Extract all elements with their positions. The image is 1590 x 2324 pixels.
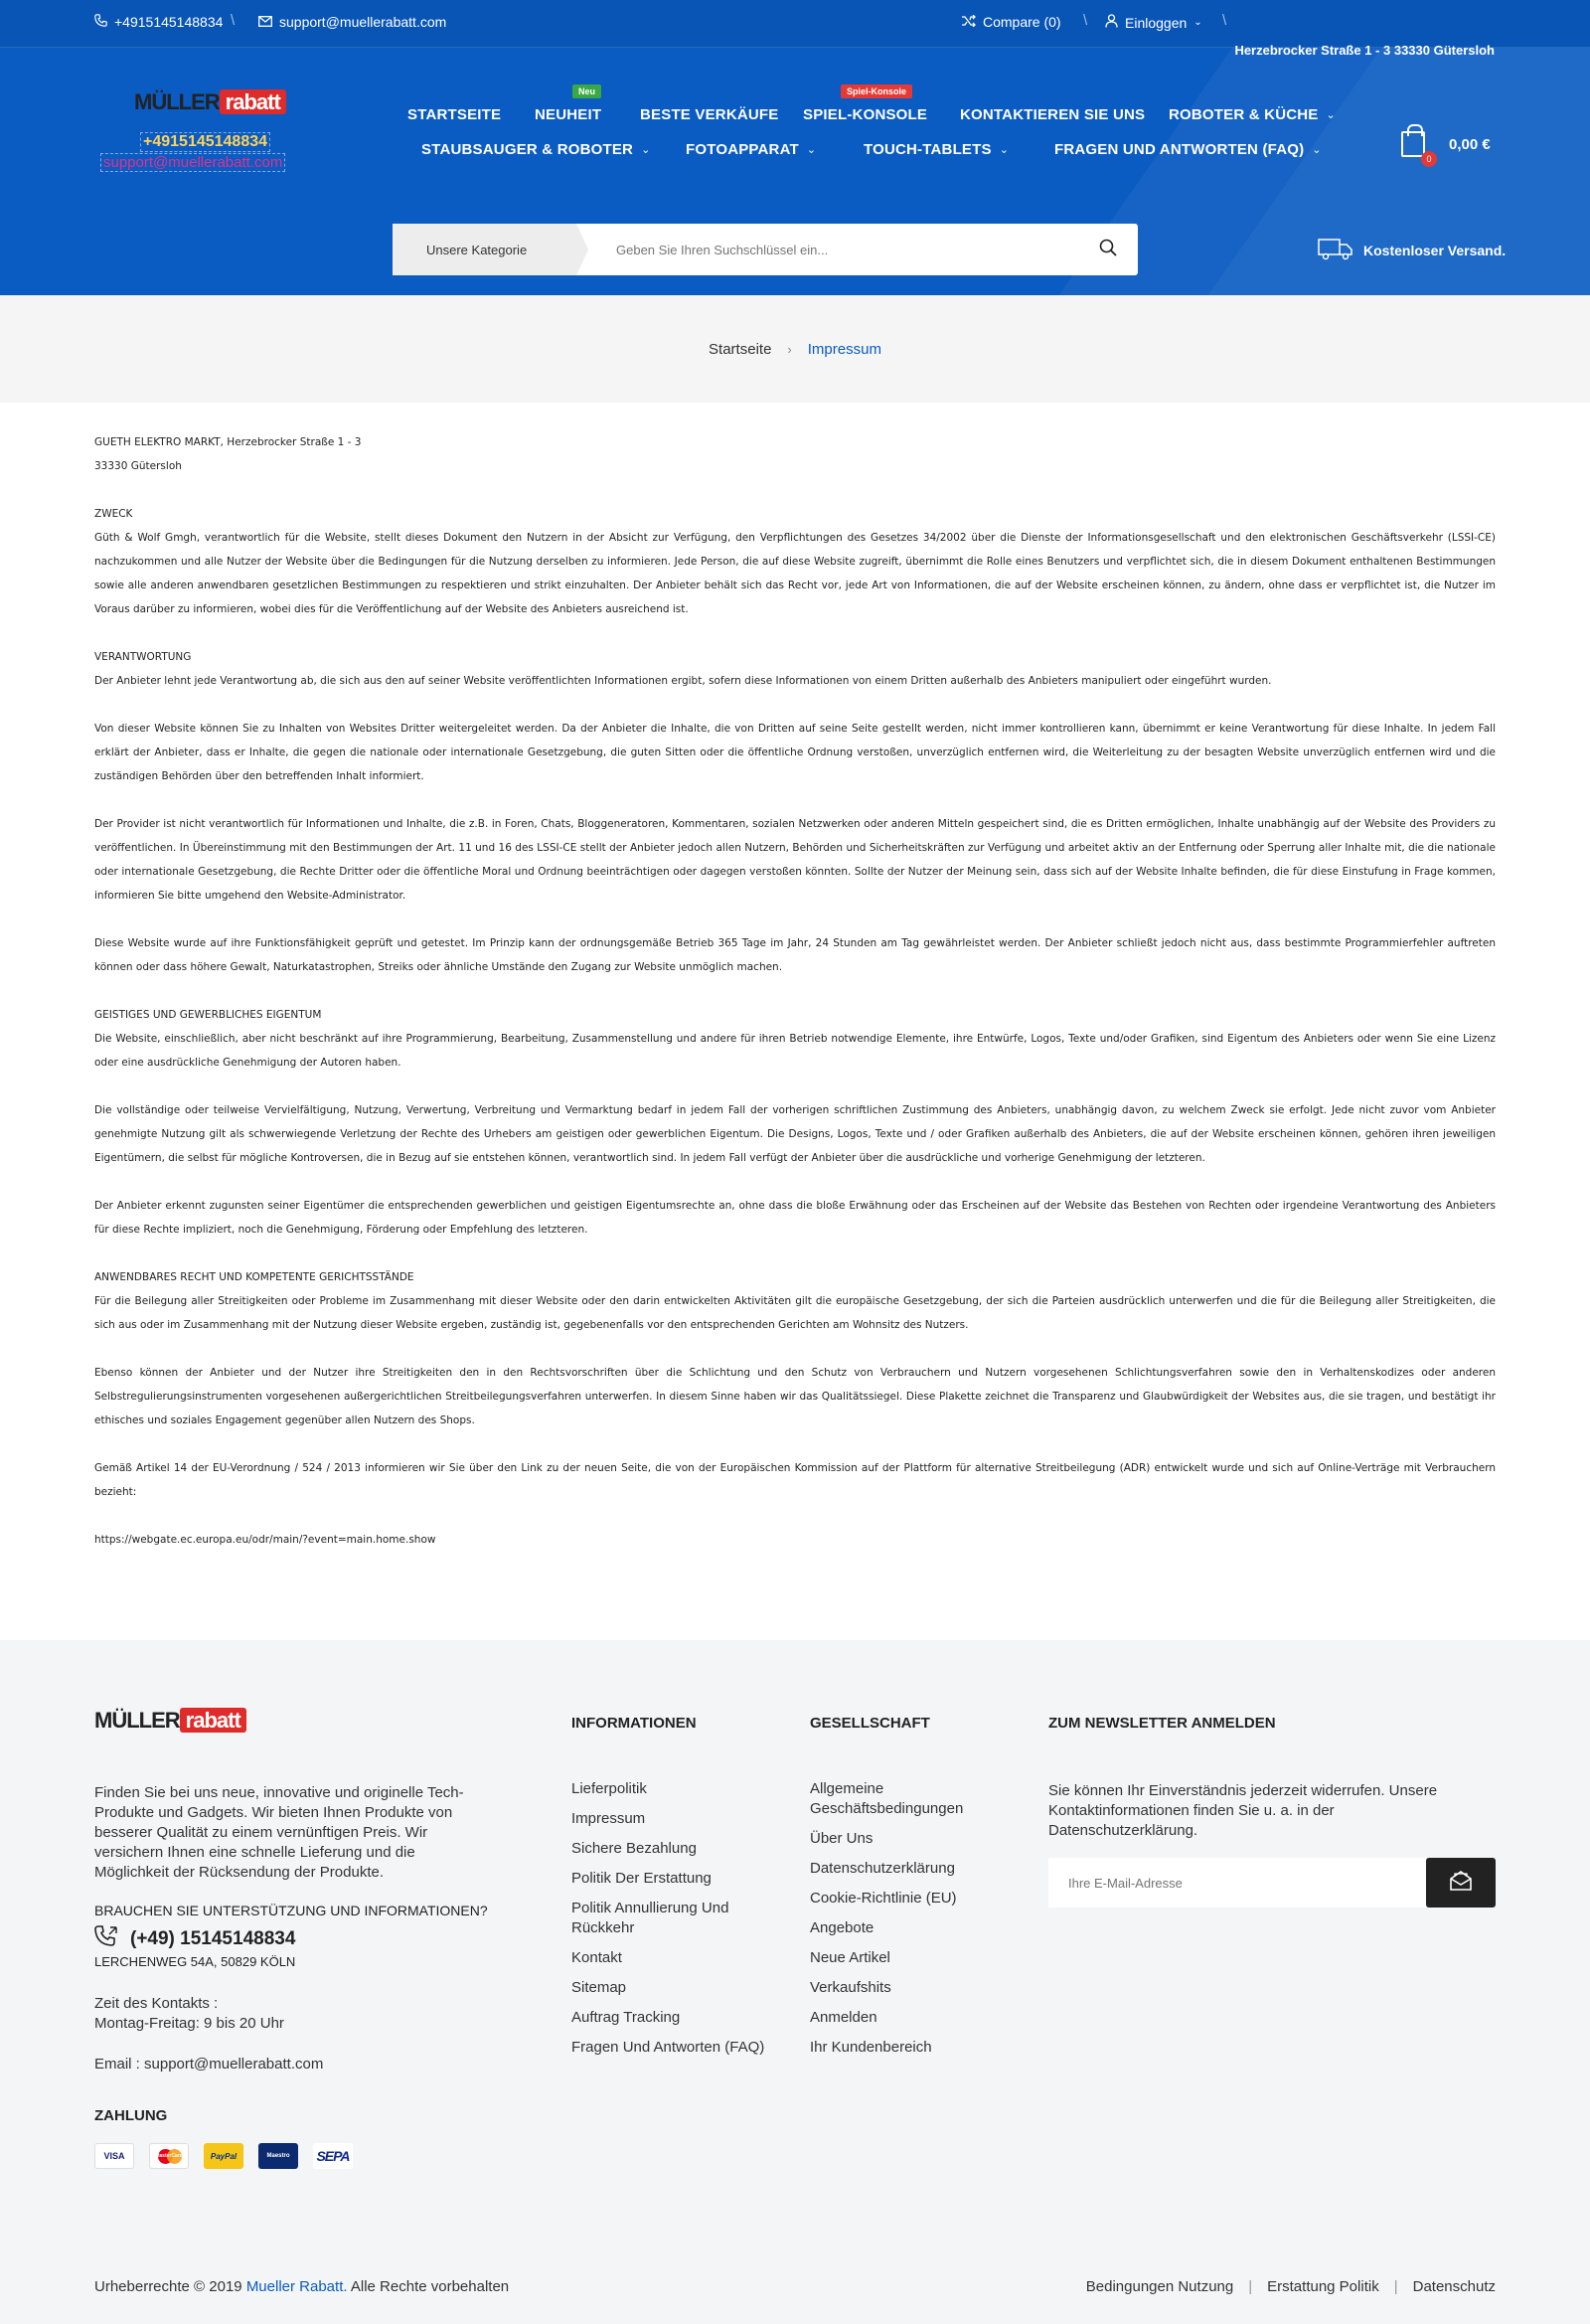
topbar-phone[interactable]	[94, 14, 223, 30]
chevron-right-icon: ›	[787, 341, 792, 357]
legal-links	[1071, 2278, 1496, 2295]
footer-email[interactable]: Email : support@muellerabatt.com	[94, 2056, 324, 2073]
topbar-divider: \	[1222, 12, 1227, 29]
footer-info-heading: INFORMATIONEN	[571, 1715, 697, 1732]
nav-startseite[interactable]: STARTSEITE	[407, 106, 502, 123]
paragraph: Für die Beilegung aller Streitigkeiten oder Probleme im Zusammenhang mit dieser Website oder den darin entwickelten Aktivitäten gilt die europäische Gesetzgebung, der sich die Parteien ausdrücklich unterwerfen und die für die Beilegung aller Streitigkeiten, die sich aus oder im Zusammenhang mit der Nutzung dieser Website ergeben, zuständig ist, gegebenenfalls vor den entsprechenden Gerichten am Wohnsitz des Nutzers.	[94, 1295, 1496, 1331]
paragraph: Diese Website wurde auf ihre Funktionsfähigkeit geprüft und getestet. Im Prinzip kann der ordnungsgemäße Betrieb 365 Tage im Jahr, 24 Stunden am Tag gewährleistet werden. Der Anbieter schließt jedoch nicht aus, dass bestimmte Programmierfehler auftreten können oder dass höhere Gewalt, Naturkatastrophen, Streiks oder ähnliche Umstände den Zugang zur Website unmöglich machen.	[94, 937, 1496, 973]
footer-link-sitemap[interactable]: Sitemap	[571, 1979, 627, 1996]
badge-new: Neu	[572, 84, 601, 98]
cart-total: 0,00 €	[1449, 135, 1491, 153]
logo-phone: +4915145148834	[140, 132, 270, 152]
topbar-email-text: support@muellerabatt.com	[279, 14, 447, 30]
footer-link-erstattung[interactable]: Politik Der Erstattung	[571, 1870, 712, 1887]
footer-phone-number: (+49) 15145148834	[130, 1928, 296, 1949]
compare-label: Compare (0)	[983, 14, 1061, 30]
chevron-down-icon: ⌄	[806, 144, 817, 156]
footer-link-neue-artikel[interactable]: Neue Artikel	[810, 1949, 890, 1966]
legal-link-erstattung[interactable]: Erstattung Politik	[1267, 2278, 1379, 2295]
footer-link-sichere-bezahlung[interactable]: Sichere Bezahlung	[571, 1840, 697, 1857]
top-bar	[0, 0, 1590, 48]
site-footer	[0, 1640, 1590, 2324]
nav-faq[interactable]: FRAGEN UND ANTWORTEN (FAQ) ⌄	[1054, 141, 1322, 158]
paragraph: Von dieser Website können Sie zu Inhalten von Websites Dritter weitergeleitet werden. Da der Anbieter die Inhalte, die von Dritten auf seine Seite gestellt werden, nicht immer kontrollieren kann, übernimmt er keine Verantwortung für diese Inhalte. In jedem Fall erklärt der Anbieter, dass er Inhalte, die gegen die nationale oder internationale Gesetzgebung, die guten Sitten oder die öffentliche Ordnung verstoßen, unverzüglich entfernen wird, die Weiterleitung zu der besagten Website unverzüglich entfernen wird und die zuständigen Behörden über den betreffenden Inhalt informiert.	[94, 723, 1496, 782]
cart-count: 0	[1421, 151, 1437, 167]
footer-bottom-bar	[0, 2264, 1590, 2324]
site-logo[interactable]	[94, 78, 313, 177]
nav-beste-verkaeufe[interactable]: BESTE VERKÄUFE	[640, 106, 779, 123]
divider: |	[1393, 2278, 1398, 2295]
paypal-icon: PayPal	[204, 2143, 243, 2169]
breadcrumb	[0, 295, 1590, 403]
site-header	[0, 0, 1590, 295]
paragraph: Die vollständige oder teilweise Vervielfältigung, Nutzung, Verwertung, Verbreitung und Vermarktung bedarf in jedem Fall der vorherigen schriftlichen Zustimmung des Anbieters, unabhängig davon, zu welchem Zweck sie erfolgt. Jede nicht zuvor vom Anbieter genehmigte Nutzung gilt als schwerwiegende Verletzung der Rechte des Urhebers am geistigen oder gewerblichen Eigentum. Die Designs, Logos, Texte und / oder Grafiken außerhalb des Anbieters, die auf der Website erscheinen können, gehören ihren jeweiligen Eigentümern, die selbst für mögliche Kontroversen, die in Bezug auf sie entstehen können, verantwortlich sind. In jedem Fall verfügt der Anbieter über die ausdrückliche und vorherige Genehmigung der letzteren.	[94, 1104, 1496, 1164]
footer-help-heading: BRAUCHEN SIE UNTERSTÜTZUNG UND INFORMATIONEN?	[94, 1903, 488, 1918]
paragraph: Der Provider ist nicht verantwortlich für Informationen und Inhalte, die z.B. in Foren, Chats, Bloggeneratoren, Kommentaren, sozialen Netzwerken oder anderen Mitteln gespeichert sind, die es Dritten ermöglichen, Inhalte unabhängig auf der Website des Providers zu veröffentlichen. In Übereinstimmung mit den Bestimmungen der Art. 11 und 16 des LSSI-CE stellt der Anbieter jedoch allen Nutzern, Behörden und Sicherheitskräften zur Verfügung und arbeitet aktiv an der Entfernung oder Sperrung aller Inhalte mit, die die nationale oder internationale Gesetzgebung, die Rechte Dritter oder die öffentliche Moral und Ordnung beeinträchtigen oder dagegen verstoßen könnten. Sollte der Nutzer der Meinung sein, dass sich auf der Website Inhalte befinden, die für diese Einstufung in Frage kommen, informieren Sie bitte umgehend den Website-Administrator.	[94, 818, 1496, 902]
paragraph: Ebenso können der Anbieter und der Nutzer ihre Streitigkeiten den in den Rechtsvorschriften über die Schlichtung und den Schutz von Verbrauchern und Nutzern vorgesehenen Schlichtungsverfahren sowie den in Verhaltenskodizes oder anderen Selbstregulierungsinstrumenten vorgesehenen außergerichtlichen Streitbeilegungsverfahren unterwerfen. In diesem Sinne haben wir das Qualitätssiegel. Diese Plakette zeichnet die Transparenz und Glaubwürdigkeit der Websites aus, die sie tragen, und bestätigt ihr ethisches und soziales Engagement gegenüber allen Nutzern des Shops.	[94, 1367, 1496, 1426]
paragraph: Güth & Wolf Gmgh, verantwortlich für die Website, stellt dieses Dokument den Nutzern in der Absicht zur Verfügung, den Verpflichtungen des Gesetzes 34/2002 über die Dienste der Informationsgesellschaft und den elektronischen Geschäftsverkehr (LSSI-CE) nachzukommen und alle Nutzer der Website über die Bedingungen für die Nutzung derselben zu informieren. Jede Person, die auf diese Website zugreift, übernimmt die Rolle eines Benutzers und verpflichtet sich, die in diesem Dokument enthaltenen Bestimmungen sowie alle anderen anwendbaren gesetzlichen Bestimmungen zu respektieren und strikt einzuhalten. Der Anbieter behält sich das Recht vor, jede Art von Informationen, die auf der Website erscheinen können, zu ändern, ohne dass er verpflichtet ist, die Nutzer im Voraus darüber zu informieren, wobei dies für die Veröffentlichung auf der Website des Anbieters ausreichend ist.	[94, 532, 1496, 615]
nav-fotoapparat[interactable]: FOTOAPPARAT ⌄	[686, 141, 817, 158]
compare-link[interactable]	[962, 14, 1061, 30]
section-heading: ANWENDBARES RECHT UND KOMPETENTE GERICHTSSTÄNDE	[94, 1271, 414, 1283]
store-address: Herzebrocker Straße 1 - 3 33330 Gütersloh	[1234, 43, 1495, 58]
phone-icon	[94, 14, 107, 30]
footer-link-annullierung[interactable]: Politik Annullierung Und Rückkehr	[571, 1900, 729, 1936]
visa-icon: VISA	[94, 2143, 134, 2169]
user-icon	[1105, 14, 1118, 31]
payment-methods	[94, 2143, 353, 2169]
login-label: Einloggen	[1125, 14, 1188, 31]
section-heading: ZWECK	[94, 508, 133, 520]
legal-link-nutzung[interactable]: Bedingungen Nutzung	[1085, 2278, 1234, 2295]
breadcrumb-home[interactable]: Startseite	[709, 340, 772, 358]
footer-link-kontakt[interactable]: Kontakt	[571, 1949, 622, 1966]
footer-phone[interactable]	[94, 1925, 295, 1953]
footer-link-anmelden[interactable]: Anmelden	[810, 2009, 877, 2026]
odr-link[interactable]: https://webgate.ec.europa.eu/odr/main/?event=main.home.show	[94, 1534, 436, 1546]
search-icon	[1099, 239, 1117, 261]
section-heading: GEISTIGES UND GEWERBLICHES EIGENTUM	[94, 1009, 322, 1021]
topbar-phone-text: +4915145148834	[114, 14, 224, 30]
footer-link-impressum[interactable]: Impressum	[571, 1810, 646, 1827]
footer-logo[interactable]: MÜLLER rabatt	[94, 1708, 246, 1734]
shuffle-icon	[962, 14, 976, 30]
footer-link-lieferpolitik[interactable]: Lieferpolitik	[571, 1780, 647, 1797]
footer-link-angebote[interactable]: Angebote	[810, 1919, 874, 1936]
paragraph: Der Anbieter lehnt jede Verantwortung ab, die sich aus den auf seiner Website veröffentlichten Informationen ergibt, sofern diese Informationen von einem Dritten außerhalb des Anbieters manipuliert oder eingeführt wurden.	[94, 675, 1272, 687]
nav-roboter-kueche[interactable]: ROBOTER & KÜCHE ⌄	[1169, 106, 1336, 123]
cart-button[interactable]	[1401, 131, 1491, 164]
divider: |	[1248, 2278, 1253, 2295]
footer-link-ueber-uns[interactable]: Über Uns	[810, 1830, 874, 1847]
footer-link-kundenbereich[interactable]: Ihr Kundenbereich	[810, 2039, 932, 2056]
badge-console: Spiel-Konsole	[841, 84, 912, 98]
logo-email: support@muellerabatt.com	[100, 153, 285, 172]
nav-kontakt[interactable]: KONTAKTIEREN SIE UNS	[960, 106, 1146, 123]
address-line: 33330 Gütersloh	[94, 460, 182, 472]
topbar-divider: \	[231, 12, 236, 29]
footer-street: LERCHENWEG 54A, 50829 KÖLN	[94, 1954, 296, 1969]
search-button[interactable]	[1078, 224, 1138, 275]
login-dropdown[interactable]	[1105, 14, 1202, 31]
sepa-icon: SEPA	[313, 2143, 353, 2169]
impressum-content	[94, 430, 1496, 1576]
free-shipping	[1318, 237, 1506, 263]
newsletter-heading: ZUM NEWSLETTER ANMELDEN	[1048, 1715, 1276, 1732]
footer-company-heading: GESELLSCHAFT	[810, 1715, 930, 1732]
search-input[interactable]	[576, 225, 1078, 274]
chevron-down-icon: ⌄	[1326, 109, 1336, 121]
legal-link-datenschutz[interactable]: Datenschutz	[1412, 2278, 1496, 2295]
footer-link-faq[interactable]: Fragen Und Antworten (FAQ)	[571, 2039, 765, 2056]
nav-neuheit[interactable]: NEUHEIT	[535, 106, 602, 123]
nav-touch-tablets[interactable]: TOUCH-TABLETS ⌄	[864, 141, 1010, 158]
section-heading: VERANTWORTUNG	[94, 651, 192, 663]
topbar-email[interactable]	[258, 14, 446, 30]
envelope-open-icon	[1449, 1870, 1473, 1897]
breadcrumb-current: Impressum	[807, 340, 881, 358]
nav-spiel-konsole[interactable]: SPIEL-KONSOLE	[803, 106, 928, 123]
mastercard-icon: MasterCard	[149, 2143, 189, 2169]
truck-icon	[1318, 237, 1353, 263]
logo-wordmark: MÜLLER rabatt	[134, 89, 286, 115]
category-select[interactable]: Unsere Kategorie	[393, 224, 576, 275]
footer-link-datenschutz[interactable]: Datenschutzerklärung	[810, 1860, 955, 1877]
shopping-bag-icon	[1401, 131, 1432, 164]
paragraph: Die Website, einschließlich, aber nicht beschränkt auf ihre Programmierung, Bearbeitung, Zusammenstellung und andere für ihren Betrieb notwendige Elemente, ihre Entwürfe, Logos, Texte und/oder Grafiken, sind Eigentum des Anbieters oder wenn Sie eine Lizenz oder eine ausdrückliche Genehmigung der Autoren haben.	[94, 1033, 1496, 1069]
address-line: GUETH ELEKTRO MARKT, Herzebrocker Straße 1 - 3	[94, 436, 362, 448]
footer-link-tracking[interactable]: Auftrag Tracking	[571, 2009, 681, 2026]
chevron-down-icon: ⌄	[1312, 144, 1322, 156]
newsletter-email-input[interactable]	[1048, 1858, 1426, 1908]
phone-icon	[94, 1925, 120, 1953]
mail-icon	[258, 14, 272, 30]
nav-staubsauger[interactable]: STAUBSAUGER & ROBOTER ⌄	[421, 141, 651, 158]
chevron-down-icon: ⌄	[999, 144, 1010, 156]
footer-contact-time: Zeit des Kontakts : Montag-Freitag: 9 bis 20 Uhr	[94, 1995, 284, 2032]
paragraph: Der Anbieter erkennt zugunsten seiner Eigentümer die entsprechenden gewerblichen und geistigen Eigentumsrechte an, ohne dass die bloße Erwähnung oder das Erscheinen auf der Website das Bestehen von Rechten oder irgendeine Verantwortung des Anbieters für diese Rechte impliziert, noch die Genehmigung, Förderung oder Empfehlung des letzteren.	[94, 1200, 1496, 1236]
newsletter-submit-button[interactable]	[1426, 1858, 1496, 1908]
topbar-divider: \	[1083, 12, 1088, 29]
payment-heading: ZAHLUNG	[94, 2107, 168, 2124]
footer-link-cookie[interactable]: Cookie-Richtlinie (EU)	[810, 1890, 957, 1907]
maestro-icon: Maestro	[258, 2143, 298, 2169]
footer-about: Finden Sie bei uns neue, innovative und originelle Tech-Produkte und Gadgets. Wir bieten Ihnen Produkte von besserer Qualität zu einem vernünftigen Preis. Wir versichern Ihnen eine schnelle Lieferung und die Möglichkeit der Rücksendung der Produkte.	[94, 1784, 464, 1881]
chevron-down-icon: ⌄	[641, 144, 651, 156]
search-bar	[393, 224, 1138, 275]
footer-link-verkaufshits[interactable]: Verkaufshits	[810, 1979, 891, 1996]
paragraph: Gemäß Artikel 14 der EU-Verordnung / 524 / 2013 informieren wir Sie über den Link zu der neuen Seite, die von der Europäischen Kommission auf der Plattform für alternative Streitbeilegung (ADR) entwickelt wurde und sich auf Online-Verträge mit Verbrauchern bezieht:	[94, 1462, 1496, 1498]
footer-link-agb[interactable]: Allgemeine Geschäftsbedingungen	[810, 1780, 964, 1817]
newsletter-text: Sie können Ihr Einverständnis jederzeit widerrufen. Unsere Kontaktinformationen finden Sie u. a. in der Datenschutzerklärung.	[1048, 1782, 1438, 1839]
copyright: Urheberrechte © 2019 Mueller Rabatt. Alle Rechte vorbehalten	[94, 2278, 510, 2295]
chevron-down-icon: ⌄	[1193, 17, 1202, 28]
copyright-brand-link[interactable]: Mueller Rabatt.	[245, 2278, 348, 2295]
free-shipping-label: Kostenloser Versand.	[1363, 242, 1507, 258]
